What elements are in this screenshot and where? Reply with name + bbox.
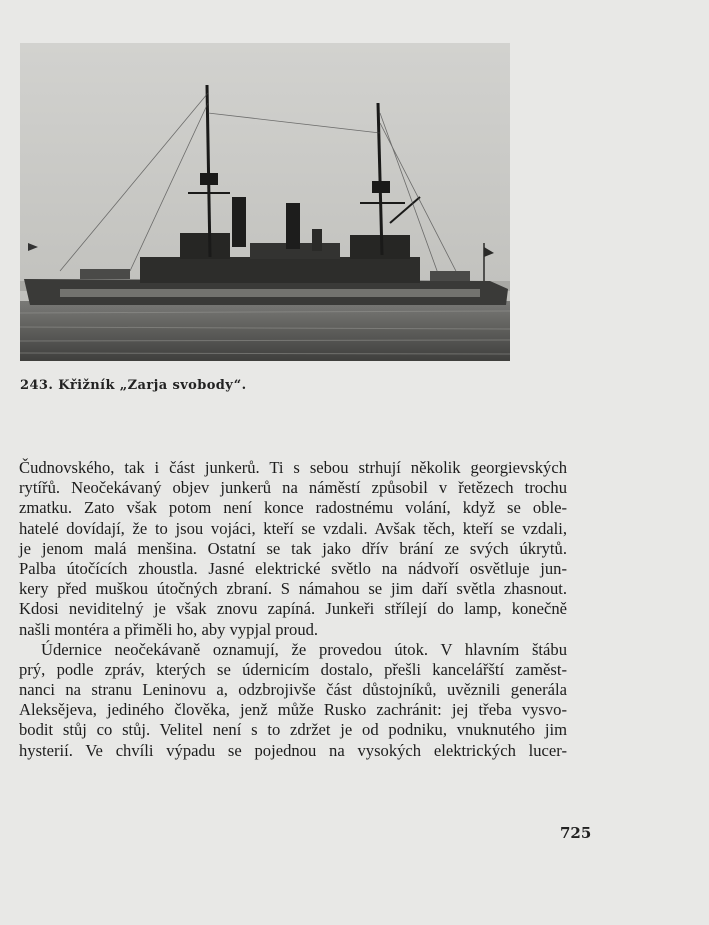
body-text xyxy=(19,458,567,761)
battleship-photograph xyxy=(20,43,510,361)
text-line: hysterií. Ve chvíli výpadu se pojednou na vysokých elektrických lucer- xyxy=(19,740,567,760)
text-line: Aleksějeva, jediného člověka, jenž může Rusko zachránit: jej třeba vysvo- xyxy=(19,700,567,720)
text-line: prý, podle zpráv, kterých se údernicím dostalo, přešli kancelářští zaměst- xyxy=(19,659,567,679)
text-line: Údernice neočekávaně oznamují, že provedou útok. V hlavním štábu xyxy=(41,639,567,659)
text-line: kery před muškou útočných zbraní. S námahou se jim daří světla zhasnout. xyxy=(19,579,567,599)
text-line: Palba útočících zhoustla. Jasné elektrické světlo na nádvoří osvětluje jun- xyxy=(19,558,567,578)
page-number: 725 xyxy=(560,824,592,842)
text-line: nanci na stranu Leninovu a, odzbrojivše část důstojníků, uvěznili generála xyxy=(19,680,567,700)
text-line: Kdosi neviditelný je však znovu zapíná. Junkeři střílejí do lamp, konečně xyxy=(19,599,567,619)
text-line: rytířů. Neočekávaný objev junkerů na náměstí způsobil v řetězech trochu xyxy=(19,478,567,498)
text-line: zmatku. Zato však potom není konce radostnému volání, když se oble- xyxy=(19,498,567,518)
warship-photo xyxy=(20,43,510,361)
text-line: bodit stůj co stůj. Velitel není s to zdržet je od podniku, vnuknutého jim xyxy=(19,720,567,740)
figure-caption: 243. Křižník „Zarja svobody“. xyxy=(20,378,247,393)
text-line: Čudnovského, tak i část junkerů. Ti s sebou strhují několik georgievských xyxy=(19,458,567,477)
text-line: našli montéra a přiměli ho, aby vypjal proud. xyxy=(19,619,319,639)
text-line: hatelé dovídají, že to jsou vojáci, kteří se vzdali. Avšak těch, kteří se vzdali, xyxy=(19,518,567,538)
text-line: je jenom malá menšina. Ostatní se tak jako dřív brání ze svých úkrytů. xyxy=(19,538,567,558)
